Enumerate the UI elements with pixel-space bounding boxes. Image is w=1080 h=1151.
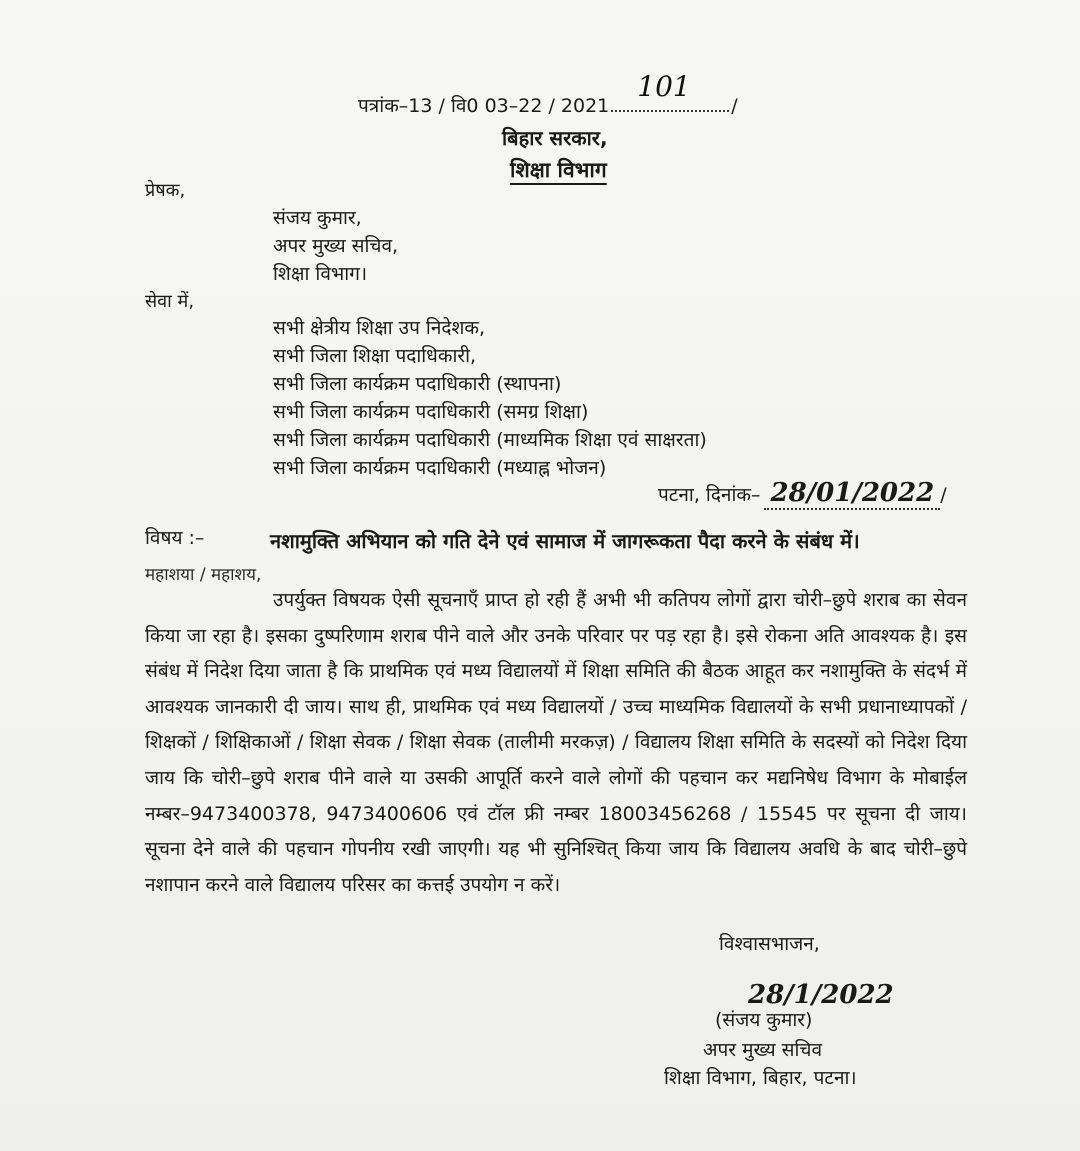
- sender-line: संजय कुमार,: [273, 207, 362, 229]
- recipient-line: सभी जिला कार्यक्रम पदाधिकारी (माध्यमिक शिक्षा एवं साक्षरता): [273, 429, 707, 451]
- recipient-line: सभी जिला शिक्षा पदाधिकारी,: [273, 345, 477, 367]
- recipients-label: सेवा में,: [145, 291, 195, 312]
- government-name: बिहार सरकार,: [502, 126, 608, 150]
- recipient-line: सभी जिला कार्यक्रम पदाधिकारी (मध्याह्न भोजन): [273, 457, 607, 479]
- dateline-suffix: /: [940, 484, 947, 506]
- signatory-designation: अपर मुख्य सचिव: [703, 1039, 823, 1061]
- department-name: शिक्षा विभाग: [510, 158, 607, 182]
- reference-number-handwritten: 101: [637, 70, 691, 103]
- reference-number-blank: [611, 70, 729, 112]
- dateline: [658, 478, 947, 510]
- subject-text: नशामुक्ति अभियान को गति देने एवं सामाज में जागरूकता पैदा करने के संबंध में।: [270, 529, 860, 553]
- reference-prefix: पत्रांक–13 / वि0 03–22 / 2021: [358, 95, 610, 117]
- sender-line: शिक्षा विभाग।: [273, 263, 368, 285]
- sender-line: अपर मुख्य सचिव,: [273, 235, 399, 257]
- sender-block: [273, 204, 398, 288]
- recipients-block: [273, 314, 707, 482]
- signatory-name: (संजय कुमार): [715, 1009, 813, 1031]
- body-paragraph: उपर्युक्त विषयक ऐसी सूचनाएँ प्राप्त हो रही हैं अभी भी कतिपय लोगों द्वारा चोरी–छुपे शराब का सेवन किया जा रहा है। इसका दुष्परिणाम शराब पीने वाले और उनके परिवार पर पड़ रहा है। इसे रोकना अति आवश्यक है। इस संबंध में निदेश दिया जाता है कि प्राथमिक एवं मध्य विद्यालयों में शिक्षा समिति की बैठक आहूत कर नशामुक्ति के संदर्भ में आवश्यक जानकारी दी जाय। साथ ही, प्राथमिक एवं मध्य विद्यालयों / उच्च माध्यमिक विद्यालयों के सभी प्रधानाध्यापकों / शिक्षकों / शिक्षिकाओं / शिक्षा सेवक / शिक्षा सेवक (तालीमी मरकज़) / विद्यालय शिक्षा समिति के सदस्यों को निदेश दिया जाय कि चोरी–छुपे शराब पीने वाले या उसकी आपूर्ति करने वाले लोगों की पहचान कर मद्यनिषेध विभाग के मोबाईल नम्बर–9473400378, 9473400606 एवं टॉल फ्री नम्बर 18003456268 / 15545 पर सूचना दी जाय। सूचना देने वाले की पहचान गोपनीय रखी जाएगी। यह भी सुनिश्चित् किया जाय कि विद्यालय अवधि के बाद चोरी–छुपे नशापान करने वाले विद्यालय परिसर का कत्तई उपयोग न करें।: [145, 589, 967, 896]
- recipient-line: सभी क्षेत्रीय शिक्षा उप निदेशक,: [273, 317, 486, 339]
- subject-label: विषय :–: [145, 527, 205, 549]
- recipient-line: सभी जिला कार्यक्रम पदाधिकारी (स्थापना): [273, 373, 562, 395]
- signatory-office: शिक्षा विभाग, बिहार, पटना।: [664, 1067, 857, 1089]
- salutation: महाशया / महाशय,: [145, 565, 262, 585]
- reference-suffix: /: [731, 95, 738, 117]
- sender-label: प्रेषक,: [145, 180, 186, 201]
- valediction: विश्वासभाजन,: [719, 933, 820, 955]
- handwritten-date: 28/01/2022: [764, 478, 940, 510]
- dateline-prefix: पटना, दिनांक–: [658, 484, 761, 506]
- recipient-line: सभी जिला कार्यक्रम पदाधिकारी (समग्र शिक्षा): [273, 401, 589, 423]
- signature-date: 28/1/2022: [748, 980, 894, 1010]
- reference-line: [358, 70, 738, 118]
